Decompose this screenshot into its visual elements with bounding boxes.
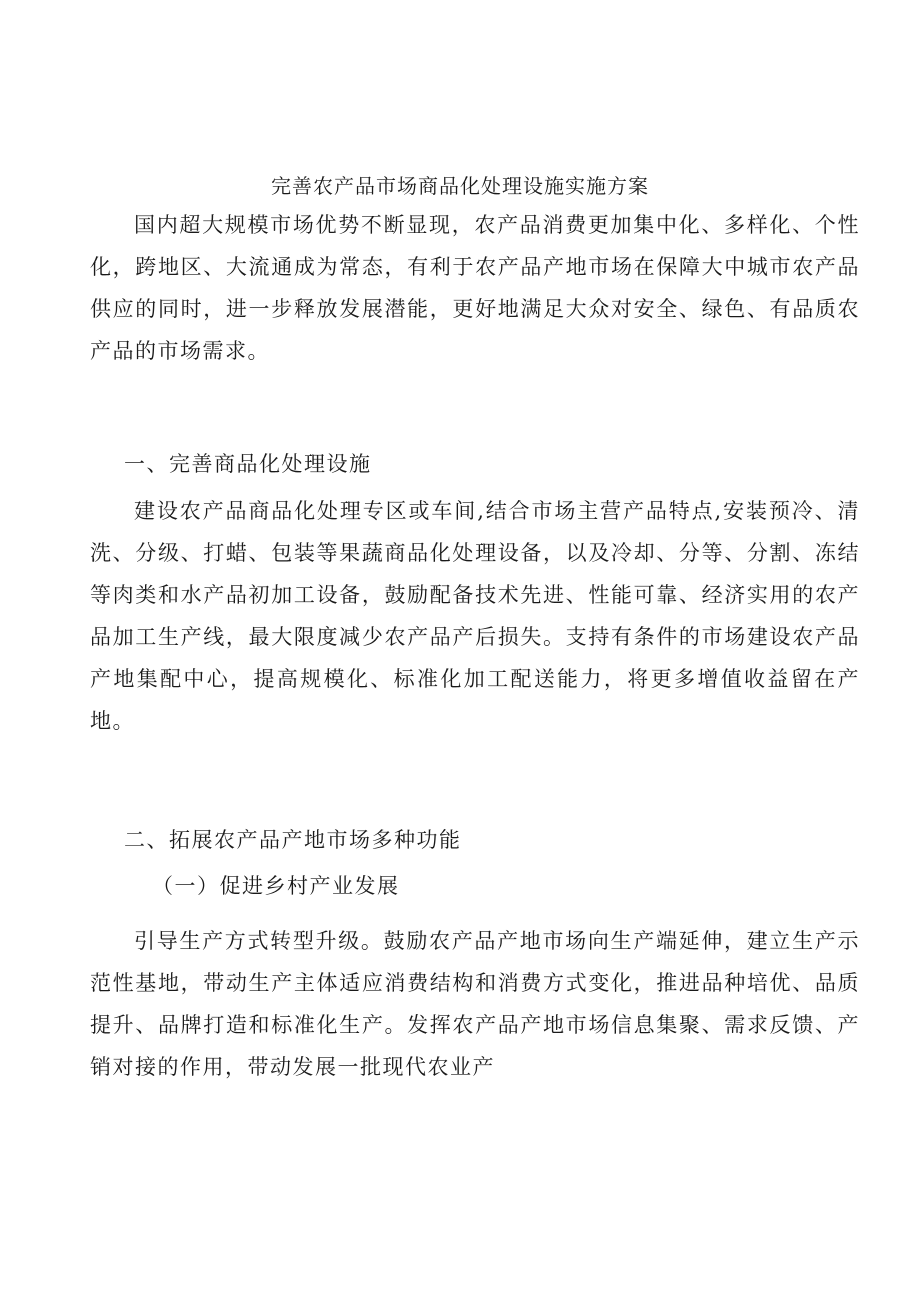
section-2-heading: 二、拓展农产品产地市场多种功能 (124, 828, 462, 852)
section-2-paragraph: 引导生产方式转型升级。鼓励农产品产地市场向生产端延伸，建立生产示范性基地，带动生产主体适应消费结构和消费方式变化，推进品种培优、品质提升、品牌打造和标准化生产。发挥农产品产地市场信息集聚、需求反馈、产销对接的作用，带动发展一批现代农业产 (90, 929, 860, 1079)
document-title: 完善农产品市场商品化处理设施实施方案 (271, 174, 649, 198)
section-1-heading: 一、完善商品化处理设施 (124, 452, 372, 476)
section-2-subheading: （一）促进乡村产业发展 (152, 874, 400, 898)
section-1-paragraph: 建设农产品商品化处理专区或车间,结合市场主营产品特点,安装预冷、清洗、分级、打蜡、包装等果蔬商品化处理设备，以及冷却、分等、分割、冻结等肉类和水产品初加工设备，鼓励配备技术先进、性能可靠、经济实用的农产品加工生产线，最大限度减少农产品产后损失。支持有条件的市场建设农产品产地集配中心，提高规模化、标准化加工配送能力，将更多增值收益留在产地。 (90, 499, 860, 733)
intro-paragraph: 国内超大规模市场优势不断显现，农产品消费更加集中化、多样化、个性化，跨地区、大流通成为常态，有利于农产品产地市场在保障大中城市农产品供应的同时，进一步释放发展潜能，更好地满足大众对安全、绿色、有品质农产品的市场需求。 (90, 213, 860, 363)
